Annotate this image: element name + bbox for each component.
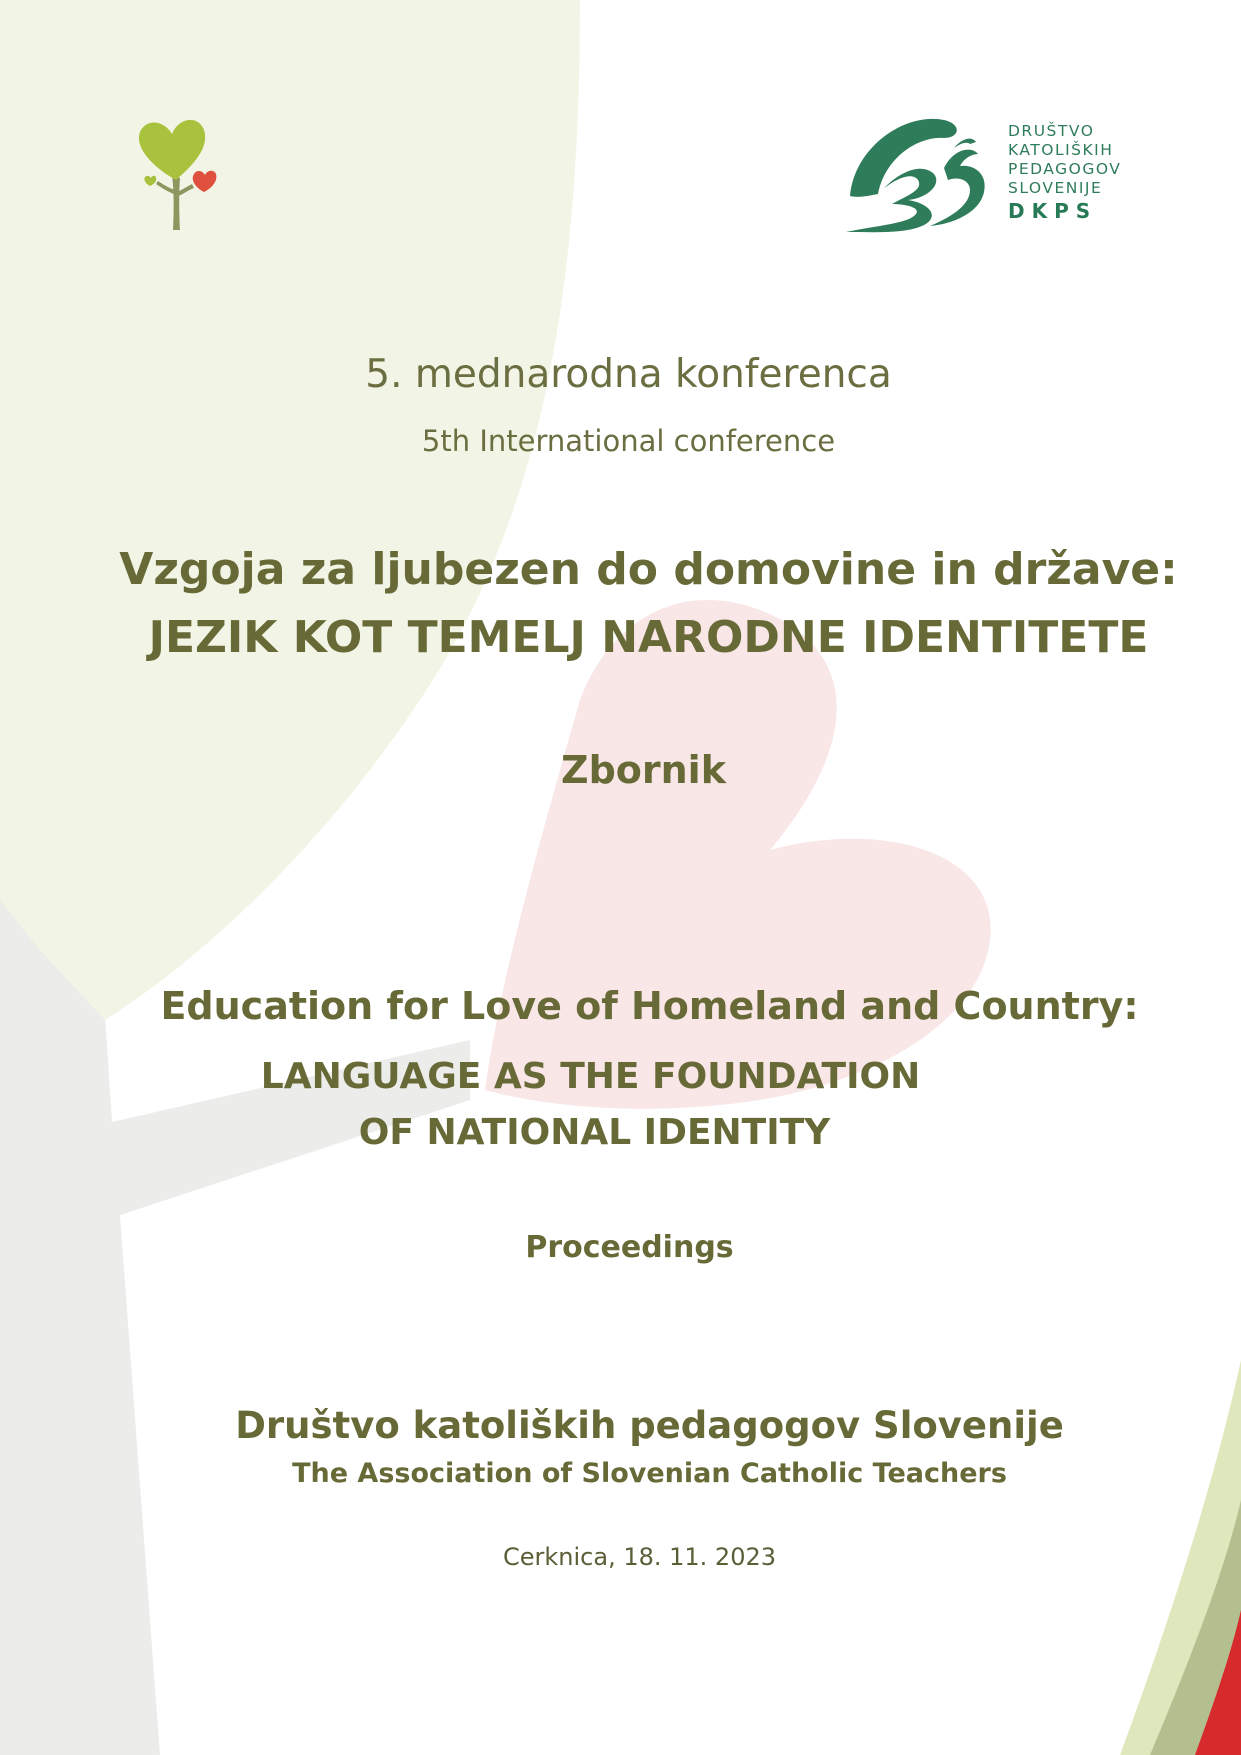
title-en-line-1: Education for Love of Homeland and Country: [160,984,1139,1028]
conference-number-sl: 5. mednarodna konferenca [365,352,892,397]
dkps-line-4: SLOVENIJE [1008,179,1103,197]
organization-name-sl: Društvo katoliških pedagogov Slovenije [235,1404,1064,1447]
organization-name-en: The Association of Slovenian Catholic Teachers [292,1458,1007,1489]
title-en-line-3: OF NATIONAL IDENTITY [358,1112,831,1153]
dkps-line-1: DRUŠTVO [1008,122,1095,140]
title-sl-line-1: Vzgoja za ljubezen do domovine in države: [119,544,1178,595]
place-date: Cerknica, 18. 11. 2023 [503,1543,776,1571]
title-en-line-2: LANGUAGE AS THE FOUNDATION [260,1056,921,1097]
subtitle-en: Proceedings [525,1230,734,1265]
subtitle-sl: Zbornik [561,748,726,792]
dkps-line-2: KATOLIŠKIH [1008,141,1114,159]
dkps-abbreviation: DKPS [1008,199,1098,223]
title-sl-line-2: JEZIK KOT TEMELJ NARODNE IDENTITETE [148,612,1149,663]
conference-number-en: 5th International conference [421,424,836,458]
background-heart [485,600,991,1109]
background-canopy [0,0,580,1020]
background-trunk [0,900,470,1755]
dkps-swirl-icon [844,108,1004,238]
dkps-line-3: PEDAGOGOV [1008,160,1122,178]
dkps-logo-text [1008,122,1121,224]
heart-tree-icon [134,118,224,233]
